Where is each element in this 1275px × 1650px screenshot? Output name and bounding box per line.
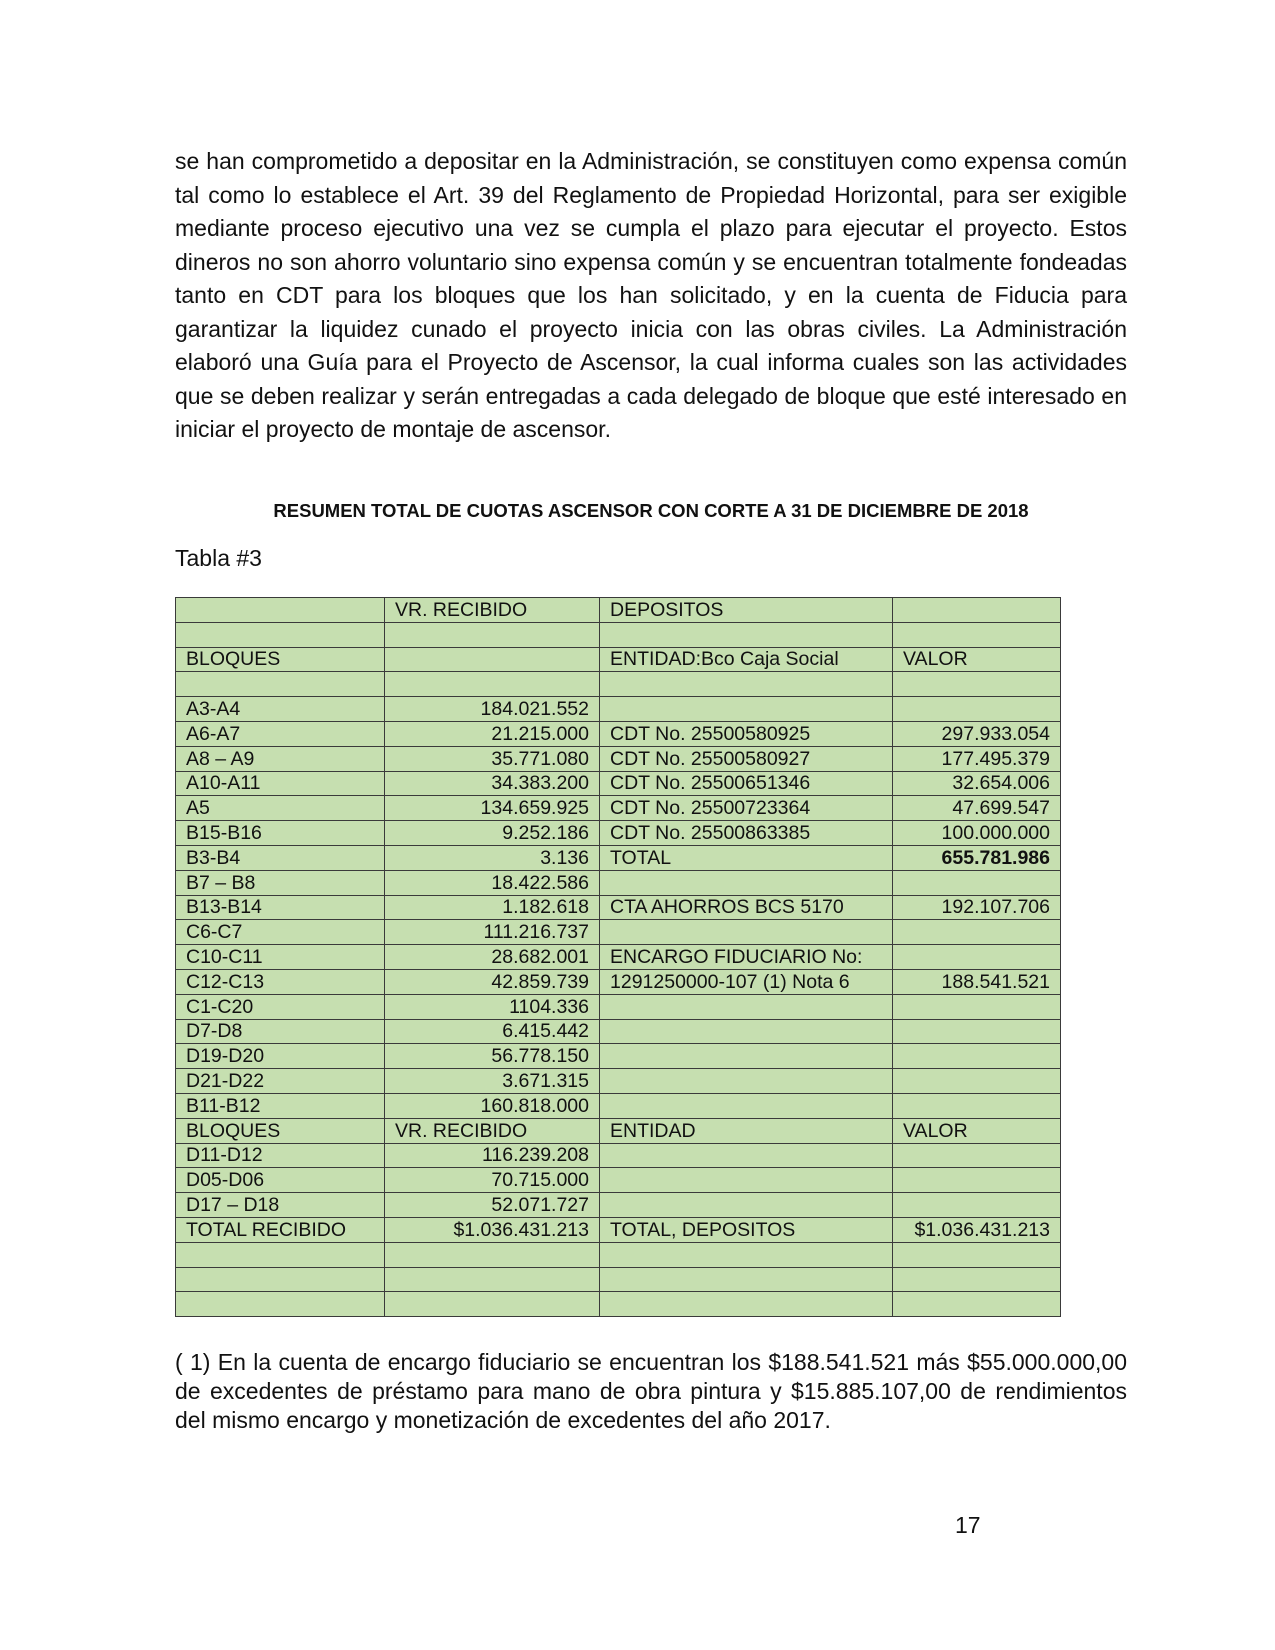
table-cell [385,672,600,697]
table-cell: 100.000.000 [893,821,1061,846]
table-cell [893,622,1061,647]
table-row [176,1118,1061,1143]
table-cell: 116.239.208 [385,1143,600,1168]
table-cell [893,672,1061,697]
table-label: Tabla #3 [175,545,262,571]
table-cell [600,1168,893,1193]
table-row [176,945,1061,970]
table-cell: 655.781.986 [893,845,1061,870]
table-cell [600,1267,893,1292]
table-cell [893,1292,1061,1317]
table-cell [600,697,893,722]
table-row [176,796,1061,821]
table-cell: B11-B12 [176,1093,385,1118]
page-number: 17 [955,1512,981,1538]
table-cell: C12-C13 [176,969,385,994]
table-cell: A8 – A9 [176,746,385,771]
table-cell [893,1044,1061,1069]
table-cell [176,1267,385,1292]
table-cell: 70.715.000 [385,1168,600,1193]
table-row [176,994,1061,1019]
table-cell [893,1193,1061,1218]
table-cell: TOTAL RECIBIDO [176,1217,385,1242]
table-cell: C1-C20 [176,994,385,1019]
table-cell: D7-D8 [176,1019,385,1044]
table-cell: 34.383.200 [385,771,600,796]
table-row [176,622,1061,647]
table-row [176,1168,1061,1193]
table-cell: B7 – B8 [176,870,385,895]
table-row [176,1292,1061,1317]
table-cell [893,1069,1061,1094]
table-row [176,1143,1061,1168]
table-row [176,1019,1061,1044]
summary-table-body [176,598,1061,1317]
table-row [176,672,1061,697]
table-row [176,721,1061,746]
table-cell: B13-B14 [176,895,385,920]
table-cell [893,870,1061,895]
table-cell: VALOR [893,647,1061,672]
table-cell [893,1143,1061,1168]
table-cell [176,1242,385,1267]
table-cell: BLOQUES [176,1118,385,1143]
table-cell [600,622,893,647]
table-cell: 35.771.080 [385,746,600,771]
table-cell: A5 [176,796,385,821]
table-cell: 21.215.000 [385,721,600,746]
table-cell [385,622,600,647]
table-cell: C10-C11 [176,945,385,970]
table-cell: D19-D20 [176,1044,385,1069]
table-cell: 56.778.150 [385,1044,600,1069]
table-cell: 47.699.547 [893,796,1061,821]
table-row [176,969,1061,994]
table-row [176,647,1061,672]
table-title: RESUMEN TOTAL DE CUOTAS ASCENSOR CON CORTE A 31 DE DICIEMBRE DE 2018 [273,500,1029,521]
table-cell: ENTIDAD [600,1118,893,1143]
table-cell: B3-B4 [176,845,385,870]
table-cell: 297.933.054 [893,721,1061,746]
table-cell [600,920,893,945]
table-cell [385,1242,600,1267]
elevator-fees-summary-table [175,597,1061,1317]
table-cell: VR. RECIBIDO [385,1118,600,1143]
table-cell [600,1242,893,1267]
table-cell: TOTAL [600,845,893,870]
table-cell [893,945,1061,970]
table-cell: CDT No. 25500863385 [600,821,893,846]
table-cell: VALOR [893,1118,1061,1143]
table-row [176,821,1061,846]
table-cell: ENCARGO FIDUCIARIO No: [600,945,893,970]
table-cell [600,1044,893,1069]
table-row [176,1044,1061,1069]
intro-paragraph: se han comprometido a depositar en la Administración, se constituyen como expensa común tal como lo establece el Art. 39 del Reglamento de Propiedad Horizontal, para ser exigible mediante proceso ejecutivo una vez se cumpla el plazo para ejecutar el proyecto. Estos dineros no son ahorro voluntario sino expensa común y se encuentran totalmente fondeadas tanto en CDT para los bloques que los han solicitado, y en la cuenta de Fiducia para garantizar la liquidez cunado el proyecto inicia con las obras civiles. La Administración elaboró una Guía para el Proyecto de Ascensor, la cual informa cuales son las actividades que se deben realizar y serán entregadas a cada delegado de bloque que esté interesado en iniciar el proyecto de montaje de ascensor. [175,148,1127,442]
table-row [176,1193,1061,1218]
table-row [176,1217,1061,1242]
table-cell: CTA AHORROS BCS 5170 [600,895,893,920]
table-cell: 9.252.186 [385,821,600,846]
table-cell [600,1193,893,1218]
table-row [176,746,1061,771]
table-cell [893,994,1061,1019]
table-cell: 28.682.001 [385,945,600,970]
table-cell: 42.859.739 [385,969,600,994]
table-cell: A6-A7 [176,721,385,746]
table-cell [893,1093,1061,1118]
table-cell [600,870,893,895]
table-cell: CDT No. 25500580927 [600,746,893,771]
table-cell: CDT No. 25500580925 [600,721,893,746]
table-cell [893,1168,1061,1193]
table-cell: D11-D12 [176,1143,385,1168]
table-row [176,697,1061,722]
table-cell [600,1143,893,1168]
table-cell [385,647,600,672]
table-cell: VR. RECIBIDO [385,598,600,623]
table-cell [893,598,1061,623]
table-cell: 1.182.618 [385,895,600,920]
table-cell: A3-A4 [176,697,385,722]
table-cell: 177.495.379 [893,746,1061,771]
table-cell [893,697,1061,722]
table-cell [385,1292,600,1317]
table-cell: 111.216.737 [385,920,600,945]
table-row [176,1069,1061,1094]
table-cell: 3.136 [385,845,600,870]
table-cell [176,1292,385,1317]
table-cell: 1291250000-107 (1) Nota 6 [600,969,893,994]
table-cell: D17 – D18 [176,1193,385,1218]
table-cell [176,598,385,623]
table-cell [600,1019,893,1044]
table-cell: D21-D22 [176,1069,385,1094]
table-cell [600,1093,893,1118]
table-cell: 160.818.000 [385,1093,600,1118]
table-cell: ENTIDAD:Bco Caja Social [600,647,893,672]
table-cell [176,622,385,647]
table-cell [176,672,385,697]
table-cell [893,920,1061,945]
table-row [176,1267,1061,1292]
table-row [176,920,1061,945]
table-cell: TOTAL, DEPOSITOS [600,1217,893,1242]
table-cell: $1.036.431.213 [385,1217,600,1242]
table-cell: DEPOSITOS [600,598,893,623]
table-cell: C6-C7 [176,920,385,945]
footnote: ( 1) En la cuenta de encargo fiduciario se encuentran los $188.541.521 más $55.000.000,00 de excedentes de préstamo para mano de obra pintura y $15.885.107,00 de rendimientos del mismo encargo y monetización de excedentes del año 2017. [175,1349,1127,1433]
table-cell: B15-B16 [176,821,385,846]
table-cell: 184.021.552 [385,697,600,722]
table-row [176,1093,1061,1118]
table-cell: $1.036.431.213 [893,1217,1061,1242]
table-cell: 192.107.706 [893,895,1061,920]
table-row [176,895,1061,920]
table-row [176,598,1061,623]
table-row [176,771,1061,796]
table-cell [893,1267,1061,1292]
table-cell: 18.422.586 [385,870,600,895]
table-cell: BLOQUES [176,647,385,672]
table-row [176,845,1061,870]
table-cell [893,1242,1061,1267]
table-cell [600,1292,893,1317]
table-cell [600,994,893,1019]
table-cell: 134.659.925 [385,796,600,821]
table-cell [893,1019,1061,1044]
table-cell: 32.654.006 [893,771,1061,796]
table-cell: A10-A11 [176,771,385,796]
table-cell: 188.541.521 [893,969,1061,994]
table-cell [385,1267,600,1292]
table-cell [600,672,893,697]
table-row [176,1242,1061,1267]
table-cell: 3.671.315 [385,1069,600,1094]
table-cell: 52.071.727 [385,1193,600,1218]
table-cell [600,1069,893,1094]
table-cell: CDT No. 25500723364 [600,796,893,821]
table-row [176,870,1061,895]
table-cell: CDT No. 25500651346 [600,771,893,796]
table-cell: 1104.336 [385,994,600,1019]
table-cell: D05-D06 [176,1168,385,1193]
table-cell: 6.415.442 [385,1019,600,1044]
